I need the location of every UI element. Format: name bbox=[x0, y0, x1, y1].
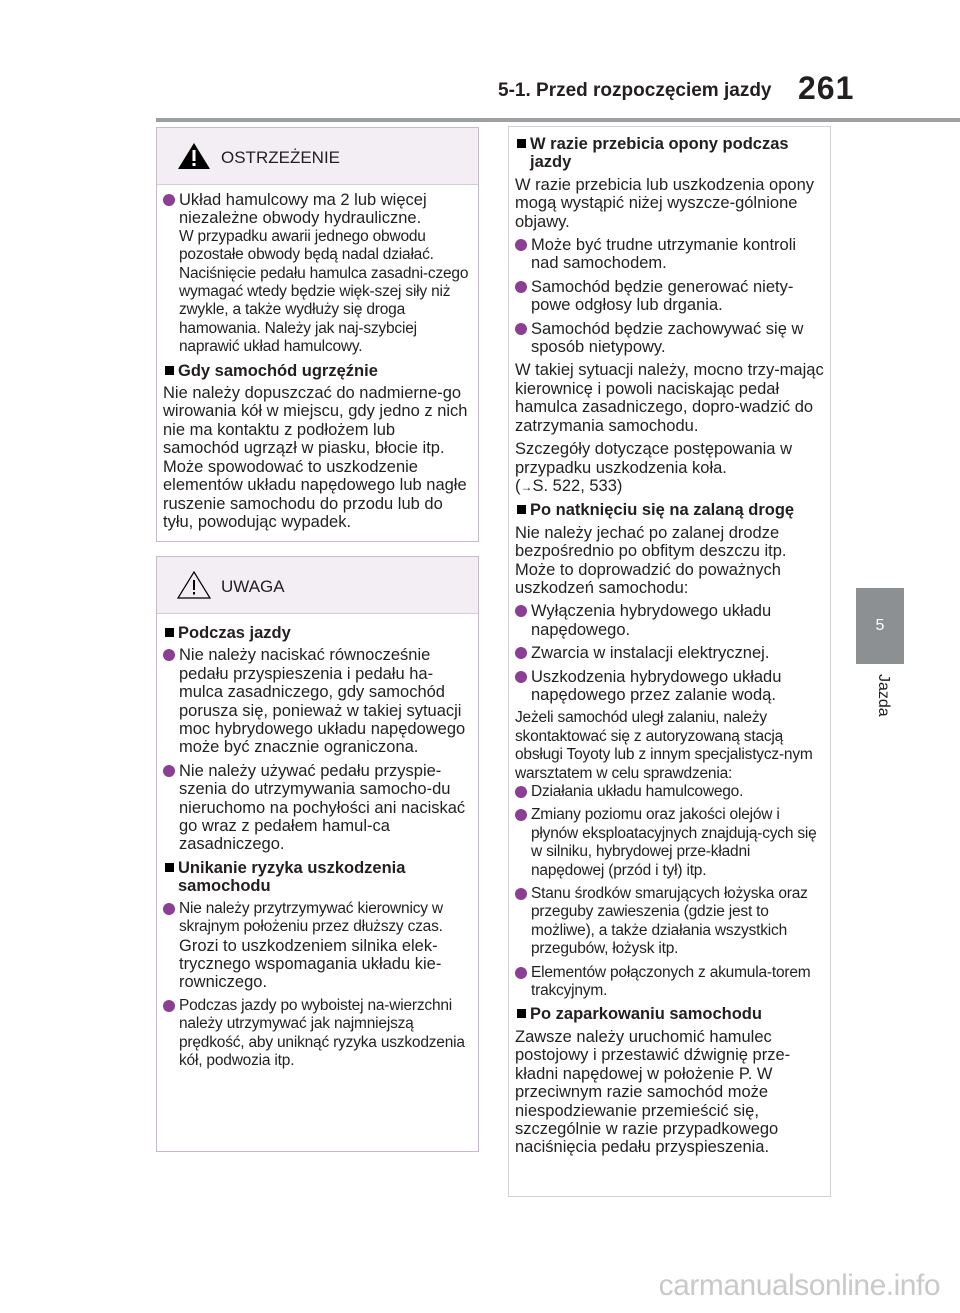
bullet-icon bbox=[515, 605, 527, 617]
bullet-icon bbox=[163, 194, 175, 206]
list-item: Zmiany poziomu oraz jakości olejów i płynów eksploatacyjnych znajdują-cych się w silniku, hybrydowej prze-kładni napędowej (przód i tył) itp. bbox=[515, 806, 824, 880]
watermark: carmanualsonline.info bbox=[658, 1269, 940, 1302]
bullet-icon bbox=[515, 967, 527, 979]
list-item: Samochód będzie generować niety-powe odgłosy lub drgania. bbox=[515, 278, 824, 315]
square-icon bbox=[517, 1009, 526, 1018]
chapter-label bbox=[858, 674, 902, 734]
subheading: Unikanie ryzyka uszkodzenia samochodu bbox=[163, 859, 472, 896]
bullet-icon bbox=[163, 903, 175, 915]
paragraph: W razie przebicia lub uszkodzenia opony mogą wystąpić niżej wyszcze-gólnione objawy. bbox=[515, 175, 814, 231]
square-icon bbox=[165, 863, 174, 872]
subheading: Gdy samochód ugrzęźnie bbox=[163, 362, 472, 380]
caution-box-header bbox=[157, 557, 478, 614]
caution-content bbox=[157, 614, 478, 1070]
bullet-text: Nie należy przytrzymywać kierownicy w skrajnym położeniu przez dłuższy czas. bbox=[179, 899, 443, 936]
bullet-text: Układ hamulcowy ma 2 lub więcej niezależne obwody hydrauliczne. bbox=[179, 191, 427, 228]
paragraph: Zawsze należy uruchomić hamulec postojowy i przestawić dźwignię prze-kładni napędowej w położenie P. W przeciwnym razie samochód może niespodziewanie przemieścić się, szczególnie w razie przypadkowego naciśnięcia pedału przyspieszenia. bbox=[515, 1027, 791, 1157]
right-column bbox=[508, 126, 831, 1197]
paragraph: W takiej sytuacji należy, mocno trzy-mając kierownicę i powoli naciskając pedał hamulca zasadniczego, dopro-wadzić do zatrzymania samochodu. bbox=[515, 361, 824, 435]
bullet-icon bbox=[163, 1000, 175, 1012]
paragraph: Nie należy jechać po zalanej drodze bezpośrednio po obfitym deszczu itp. Może to doprowadzić do poważnych uszkodzeń samochodu: bbox=[515, 523, 787, 597]
paragraph: Jeżeli samochód uległ zalaniu, należy skontaktować się z autoryzowaną stacją obsługi Toyoty lub z innym specjalistycz-nym warsztatem w celu sprawdzenia: bbox=[515, 709, 813, 782]
list-item: Działania układu hamulcowego. bbox=[515, 783, 824, 801]
square-icon bbox=[517, 505, 526, 514]
warning-box bbox=[156, 127, 479, 542]
warning-triangle-icon bbox=[177, 142, 211, 170]
bullet-icon bbox=[515, 671, 527, 683]
warning-box-header bbox=[157, 128, 478, 185]
list-item bbox=[163, 900, 472, 992]
bullet-icon bbox=[515, 809, 527, 821]
list-item: Samochód będzie zachowywać się w sposób nietypowy. bbox=[515, 320, 824, 357]
bullet-icon bbox=[515, 281, 527, 293]
square-icon bbox=[165, 628, 174, 637]
chapter-label-text: Jazda bbox=[875, 674, 892, 717]
warning-content bbox=[157, 185, 478, 531]
chapter-tab: 5 bbox=[856, 588, 904, 664]
warning-title: OSTRZEŻENIE bbox=[221, 148, 341, 167]
list-item: Nie należy naciskać równocześnie pedału przyspieszenia i pedału ha-mulca zasadniczego, gdy samochód porusza się, ponieważ w takiej sytuacji moc hybrydowego układu napędowego może być znacznie ograniczona. bbox=[163, 646, 472, 756]
bullet-icon bbox=[163, 649, 175, 661]
bullet-icon bbox=[515, 786, 527, 798]
square-icon bbox=[517, 139, 526, 148]
subheading: Podczas jazdy bbox=[163, 624, 472, 642]
subheading: Po zaparkowaniu samochodu bbox=[515, 1005, 824, 1023]
bullet-note: W przypadku awarii jednego obwodu pozostałe obwody będą nadal działać. Naciśnięcie pedału hamulca zasadni-czego wymagać wtedy będzie więk-szej siły niż zwykle, a także wydłuży się droga hamowania. Należy jak naj-szybciej naprawić układ hamulcowy. bbox=[179, 227, 469, 356]
caution-title: UWAGA bbox=[221, 577, 285, 596]
section-title: 5-1. Przed rozpoczęciem jazdy bbox=[498, 80, 772, 101]
bullet-note: Grozi to uszkodzeniem silnika elek-trycznego wspomagania układu kie-rowniczego. bbox=[179, 936, 442, 992]
list-item: Podczas jazdy po wyboistej na-wierzchni należy utrzymywać jak najmniejszą prędkość, aby uniknąć ryzyka uszkodzenia kół, podwozia itp. bbox=[163, 997, 472, 1071]
caution-box bbox=[156, 556, 479, 1152]
list-item: Zwarcia w instalacji elektrycznej. bbox=[515, 644, 824, 662]
subheading: W razie przebicia opony podczas jazdy bbox=[515, 135, 824, 172]
bullet-icon bbox=[515, 323, 527, 335]
paragraph: Szczegóły dotyczące postępowania w przypadku uszkodzenia koła. (→S. 522, 533) bbox=[515, 440, 792, 495]
bullet-icon bbox=[515, 888, 527, 900]
list-item: Uszkodzenia hybrydowego układu napędowego przez zalanie wodą. bbox=[515, 668, 824, 705]
list-item: Nie należy używać pedału przyspie-szenia do utrzymywania samocho-du nieruchomo na pochyłości ani naciskać go wraz z pedałem hamul-ca zasadniczego. bbox=[163, 762, 472, 854]
bullet-icon bbox=[515, 239, 527, 251]
subheading: Po natknięciu się na zalaną drogę bbox=[515, 501, 824, 519]
list-item bbox=[163, 191, 472, 357]
page-number: 261 bbox=[798, 70, 855, 106]
paragraph: Nie należy dopuszczać do nadmierne-go wirowania kół w miejscu, gdy jedno z nich nie ma kontaktu z podłożem lub samochód ugrzązł w piasku, błocie itp. Może spowodować to uszkodzenie elementów układu napędowego lub nagłe ruszenie samochodu do przodu lub do tyłu, powodując wypadek. bbox=[163, 384, 468, 531]
header-rule bbox=[156, 118, 960, 122]
arrow-icon: → bbox=[520, 479, 533, 494]
list-item: Wyłączenia hybrydowego układu napędowego. bbox=[515, 602, 824, 639]
list-item: Elementów połączonych z akumula-torem trakcyjnym. bbox=[515, 964, 824, 1001]
bullet-icon bbox=[163, 765, 175, 777]
bullet-icon bbox=[515, 647, 527, 659]
page-reference[interactable]: S. 522, 533) bbox=[532, 476, 623, 495]
list-item: Może być trudne utrzymanie kontroli nad samochodem. bbox=[515, 236, 824, 273]
square-icon bbox=[165, 366, 174, 375]
caution-triangle-icon bbox=[177, 571, 211, 599]
list-item: Stanu środków smarujących łożyska oraz przeguby zawieszenia (gdzie jest to możliwe), a także działania wszystkich przegubów, łożysk itp. bbox=[515, 885, 824, 959]
